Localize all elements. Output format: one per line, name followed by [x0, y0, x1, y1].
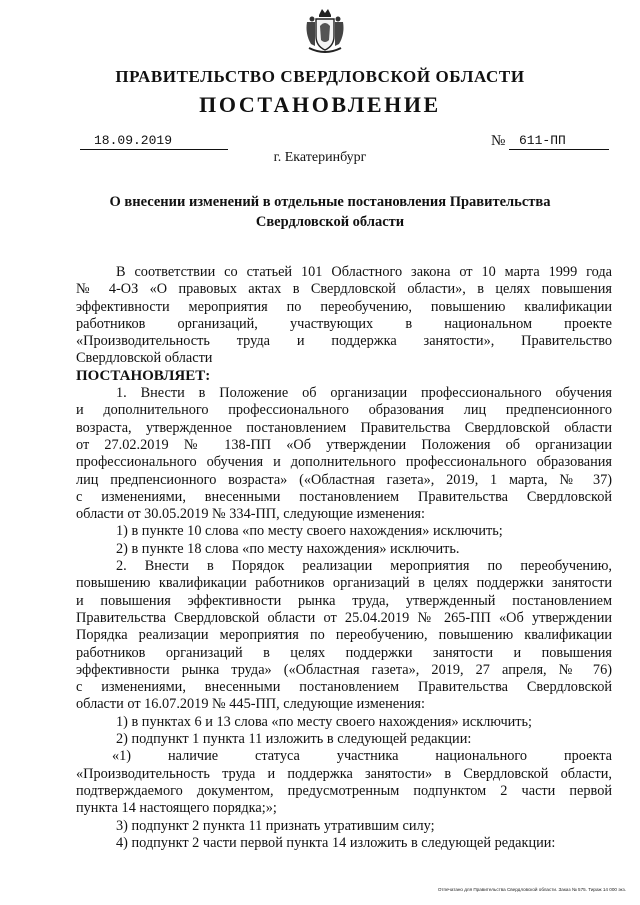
body-line: и повышения эффективности рынка труда, утвержденный постановлением [76, 592, 612, 609]
body-line: 1) в пунктах 6 и 13 слова «по месту своего нахождения» исключить; [116, 713, 533, 730]
document-body [76, 264, 612, 852]
body-line: «1) наличие статуса участника национального проекта [112, 748, 612, 765]
body-line: 1) в пункте 10 слова «по месту своего нахождения» исключить; [116, 523, 503, 540]
body-line: ПОСТАНОВЛЯЕТ: [76, 367, 211, 384]
body-line: В соответствии со статьей 101 Областного закона от 10 марта 1999 года [116, 264, 612, 280]
document-title [80, 192, 580, 232]
body-line: Правительства Свердловской области от 25.04.2019 № 265-ПП «Об утверждении [76, 609, 612, 626]
title-line: О внесении изменений в отдельные постановления Правительства [109, 194, 551, 210]
body-line: и дополнительного профессионального образования лиц предпенсионного [76, 402, 612, 419]
body-line: повышению квалификации работников организаций в целях поддержки занятости [76, 575, 612, 592]
body-line: области от 16.07.2019 № 445-ПП, следующие изменения: [76, 696, 425, 713]
number-sign: № [491, 133, 506, 149]
body-line: работников организаций в целях поддержки занятости и повышения [76, 644, 612, 661]
body-line: с изменениями, внесенными постановлением Правительства Свердловской [76, 488, 612, 505]
body-line: возраста, утвержденное постановлением Правительства Свердловской области [76, 419, 612, 436]
document-number: 611-ПП [509, 133, 609, 150]
body-line: работников организаций, участвующих в национальном проекте [76, 315, 612, 332]
print-footer: Отпечатано для Правительства Свердловской области. Заказ № 575. Тираж 14 000 экз. [437, 887, 626, 892]
body-line: 2) в пункте 18 слова «по месту нахождения» исключить. [116, 540, 460, 557]
body-line: лиц предпенсионного возраста» («Областная газета», 2019, 1 марта, № 37) [76, 471, 612, 488]
body-line: 1. Внести в Положение об организации профессионального обучения [116, 385, 612, 402]
body-line: эффективности мероприятия по переобучению, повышению квалификации [76, 298, 612, 315]
coat-of-arms-icon [303, 6, 347, 58]
body-line: Порядка реализации мероприятия по переобучению, повышению квалификации [76, 627, 612, 644]
document-type: ПОСТАНОВЛЕНИЕ [199, 92, 441, 117]
body-line: № 4-ОЗ «О правовых актах в Свердловской области», в целях повышения [76, 281, 612, 298]
document-date: 18.09.2019 [80, 133, 228, 150]
body-line: 4) подпункт 2 части первой пункта 14 изложить в следующей редакции: [116, 834, 556, 851]
body-line: 2. Внести в Порядок реализации мероприятия по переобучению, [116, 558, 612, 575]
body-line: «Производительность труда и поддержка занятости», Правительство [76, 333, 612, 350]
body-line: подтверждаемого документом, предусмотренным подпунктом 2 части первой [76, 782, 612, 799]
city: г. Екатеринбург [273, 150, 367, 165]
organization-name: ПРАВИТЕЛЬСТВО СВЕРДЛОВСКОЙ ОБЛАСТИ [115, 67, 525, 86]
title-line: Свердловской области [255, 214, 405, 230]
body-line: эффективности рынка труда» («Областная газета», 2019, 27 апреля, № 76) [76, 661, 612, 678]
body-line: профессионального обучения и дополнительного профессионального образования [76, 454, 612, 471]
body-line: «Производительность труда и поддержка занятости» в Свердловской области, [76, 765, 612, 782]
body-line: пункта 14 настоящего порядка;»; [76, 800, 277, 817]
body-line: 2) подпункт 1 пункта 11 изложить в следующей редакции: [116, 731, 472, 748]
body-line: Свердловской области [76, 350, 213, 367]
body-line: 3) подпункт 2 пункта 11 признать утратившим силу; [116, 817, 435, 834]
body-line: от 27.02.2019 № 138-ПП «Об утверждении Положения об организации [76, 436, 612, 453]
body-line: с изменениями, внесенными постановлением Правительства Свердловской [76, 679, 612, 696]
body-line: области от 30.05.2019 № 334-ПП, следующие изменения: [76, 506, 425, 523]
